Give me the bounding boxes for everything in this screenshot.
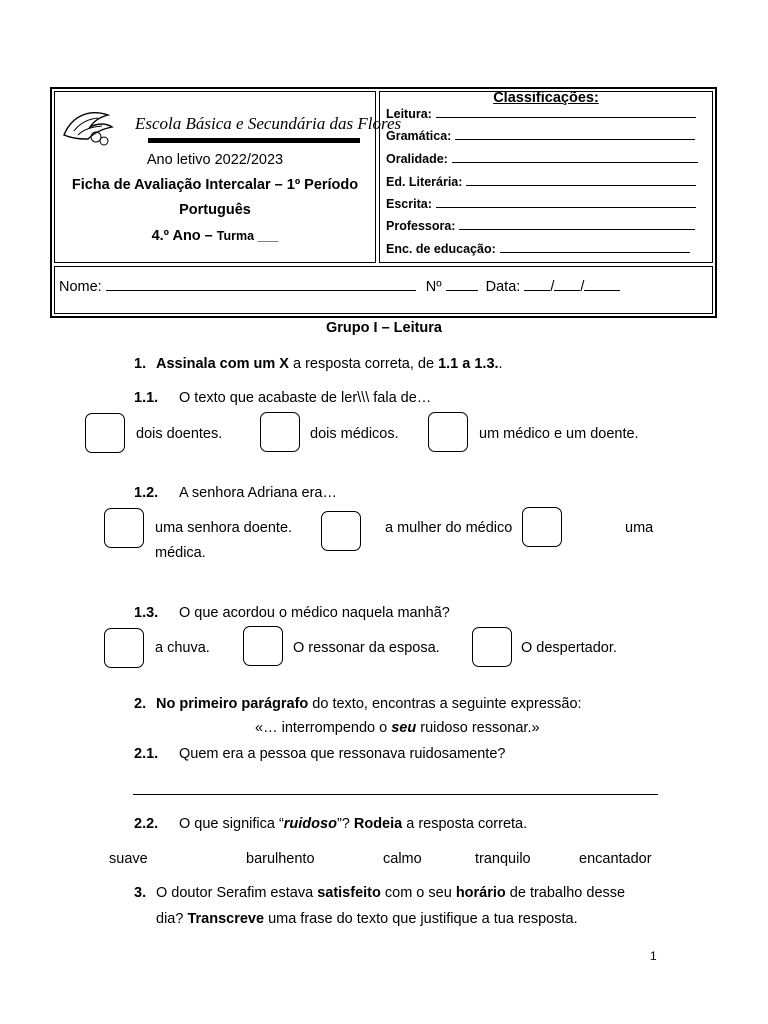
grade-prefix: 4.º Ano – xyxy=(151,228,217,244)
q2-number: 2. xyxy=(134,696,147,712)
q3-line2: dia? Transcreve uma frase do texto que justifique a tua resposta. xyxy=(156,911,578,927)
date-month-field[interactable] xyxy=(554,278,580,291)
q12-number: 1.2. xyxy=(134,485,159,501)
q22-text: O que significa “ruidoso”? Rodeia a resposta correta. xyxy=(179,816,528,832)
q11-number: 1.1. xyxy=(134,390,159,406)
q12-text: A senhora Adriana era… xyxy=(179,485,337,501)
turma-label: Turma ___ xyxy=(216,229,279,243)
school-logo-icon xyxy=(60,105,140,147)
q12-option3-label: uma xyxy=(625,520,654,536)
q3-number: 3. xyxy=(134,885,147,901)
school-name: Escola Básica e Secundária das Flores xyxy=(135,114,402,133)
school-year: Ano letivo 2022/2023 xyxy=(146,152,284,168)
q13-option1-label: a chuva. xyxy=(155,640,210,656)
q2-text: No primeiro parágrafo do texto, encontras a seguinte expressão: xyxy=(156,696,582,712)
q3-line1: O doutor Serafim estava satisfeito com o seu horário de trabalho desse xyxy=(156,885,626,901)
q22-option-encantador[interactable]: encantador xyxy=(579,851,652,867)
cls-row-enc-educacao: Enc. de educação: xyxy=(386,242,690,256)
q21-number: 2.1. xyxy=(134,746,159,762)
q21-text: Quem era a pessoa que ressonava ruidosamente? xyxy=(179,746,506,762)
q13-text: O que acordou o médico naquela manhã? xyxy=(179,605,450,621)
logo-underline xyxy=(148,138,360,143)
q11-option1-checkbox[interactable] xyxy=(85,413,125,453)
grade-line xyxy=(54,228,376,244)
q11-option1-label: dois doentes. xyxy=(136,426,223,442)
page-number: 1 xyxy=(650,949,657,963)
q22-option-suave[interactable]: suave xyxy=(109,851,148,867)
q11-text: O texto que acabaste de ler\\\ fala de… xyxy=(179,390,432,406)
q22-option-tranquilo[interactable]: tranquilo xyxy=(475,851,531,867)
date-year-field[interactable] xyxy=(584,278,620,291)
cls-row-oralidade: Oralidade: xyxy=(386,152,698,166)
cls-row-leitura: Leitura: xyxy=(386,107,696,121)
name-label: Nome: xyxy=(59,279,102,295)
cls-row-professora: Professora: xyxy=(386,219,695,233)
cls-row-gramatica: Gramática: xyxy=(386,129,695,143)
q11-option3-label: um médico e um doente. xyxy=(479,426,639,442)
student-line: Nome: Nº Data: / / xyxy=(59,278,620,295)
subject: Português xyxy=(179,202,251,218)
q13-option1-checkbox[interactable] xyxy=(104,628,144,668)
date-day-field[interactable] xyxy=(524,278,550,291)
cls-row-ed-literaria: Ed. Literária: xyxy=(386,175,696,189)
q22-option-barulhento[interactable]: barulhento xyxy=(246,851,315,867)
q12-option1-label: uma senhora doente. xyxy=(155,520,293,536)
q22-number: 2.2. xyxy=(134,816,159,832)
q12-option3-label-cont: médica. xyxy=(155,545,206,561)
q13-option2-checkbox[interactable] xyxy=(243,626,283,666)
q1-number: 1. xyxy=(134,356,147,372)
q13-number: 1.3. xyxy=(134,605,159,621)
q2-quote: «… interrompendo o seu ruidoso ressonar.» xyxy=(255,720,540,736)
q13-option3-label: O despertador. xyxy=(521,640,617,656)
name-field[interactable] xyxy=(106,278,416,291)
q22-option-calmo[interactable]: calmo xyxy=(383,851,422,867)
q13-option2-label: O ressonar da esposa. xyxy=(293,640,440,656)
classifications-title: Classificações: xyxy=(493,90,599,106)
q12-option1-checkbox[interactable] xyxy=(104,508,144,548)
q11-option2-label: dois médicos. xyxy=(310,426,399,442)
group-title: Grupo I – Leitura xyxy=(325,320,442,336)
q12-option3-checkbox[interactable] xyxy=(522,507,562,547)
number-field[interactable] xyxy=(446,278,478,291)
cls-row-escrita: Escrita: xyxy=(386,197,696,211)
date-label: Data: xyxy=(485,279,521,295)
q11-option3-checkbox[interactable] xyxy=(428,412,468,452)
sheet-title: Ficha de Avaliação Intercalar – 1º Período xyxy=(71,177,359,193)
number-label: Nº xyxy=(425,279,442,295)
q1-instruction: Assinala com um X a resposta correta, de 1.1 a 1.3.. xyxy=(156,356,503,372)
q11-option2-checkbox[interactable] xyxy=(260,412,300,452)
q12-option2-checkbox[interactable] xyxy=(321,511,361,551)
q21-answer-line[interactable] xyxy=(133,794,658,795)
q13-option3-checkbox[interactable] xyxy=(472,627,512,667)
q12-option2-label: a mulher do médico xyxy=(385,520,513,536)
